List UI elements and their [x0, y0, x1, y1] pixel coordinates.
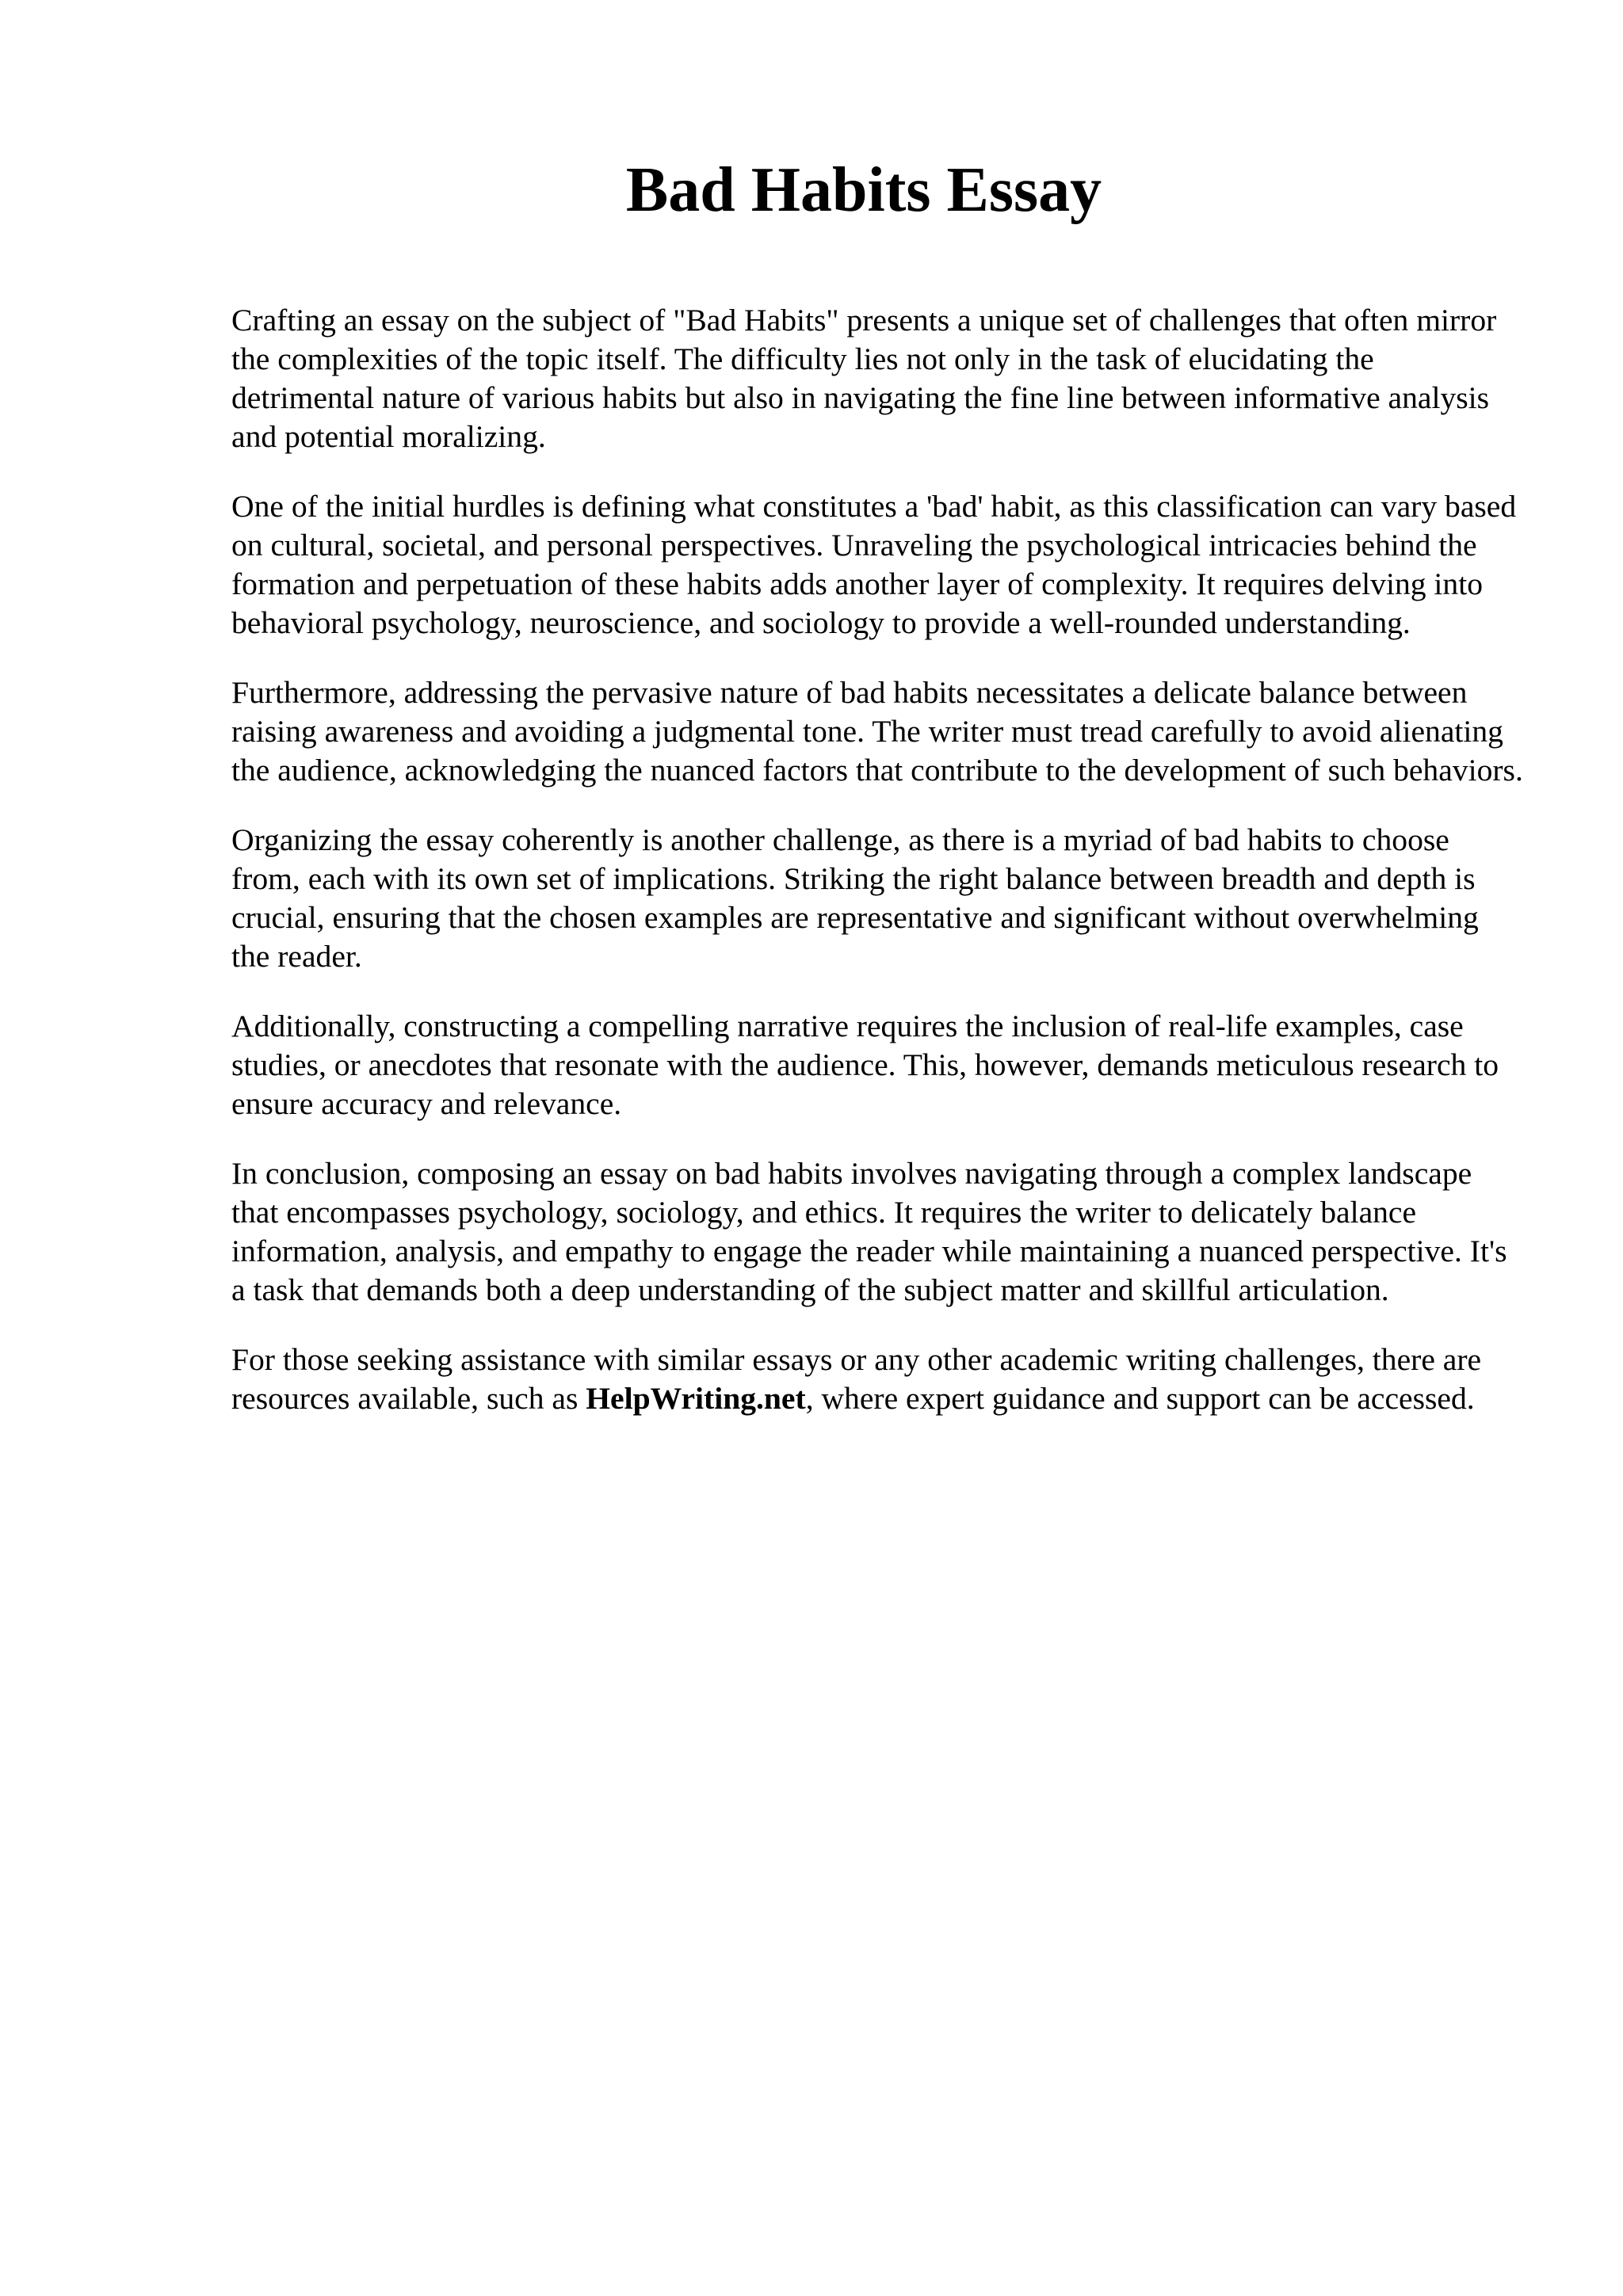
helpwriting-brand: HelpWriting.net — [586, 1381, 806, 1416]
page-title: Bad Habits Essay — [625, 155, 1102, 225]
closing-text-after: , where expert guidance and support can be accessed. — [805, 1381, 1475, 1416]
closing-paragraph — [231, 1341, 1523, 1418]
paragraph-2: One of the initial hurdles is defining what constitutes a 'bad' habit, as this classification can vary based on cultural, societal, and personal perspectives. Unraveling the psychological intricacies behind the formation and perpetuation of these habits adds another layer of complexity. It requires delving into behavioral psychology, neuroscience, and sociology to provide a well-rounded understanding. — [231, 489, 1517, 640]
paragraph-1: Crafting an essay on the subject of "Bad Habits" presents a unique set of challenges that often mirror the complexities of the topic itself. The difficulty lies not only in the task of elucidating the detrimental nature of various habits but also in navigating the fine line between informative analysis and potential moralizing. — [231, 303, 1497, 454]
paragraph-3: Furthermore, addressing the pervasive nature of bad habits necessitates a delicate balance between raising awareness and avoiding a judgmental tone. The writer must tread carefully to avoid alienating the audience, acknowledging the nuanced factors that contribute to the development of such behaviors. — [231, 675, 1523, 788]
closing-text-before: For those seeking assistance with similar essays or any other academic writing challenges, there are resources available, such as — [231, 1342, 1482, 1416]
paragraph-4: Organizing the essay coherently is another challenge, as there is a myriad of bad habits to choose from, each with its own set of implications. Striking the right balance between breadth and depth is crucial, ensuring that the chosen examples are representative and significant without overwhelming the reader. — [231, 822, 1479, 974]
paragraph-6: In conclusion, composing an essay on bad habits involves navigating through a complex landscape that encompasses psychology, sociology, and ethics. It requires the writer to delicately balance information, analysis, and empathy to engage the reader while maintaining a nuanced perspective. It's a task that demands both a deep understanding of the subject matter and skillful articulation. — [231, 1156, 1507, 1307]
paragraph-5: Additionally, constructing a compelling narrative requires the inclusion of real-life examples, case studies, or anecdotes that resonate with the audience. This, however, demands meticulous research to ensure accuracy and relevance. — [231, 1009, 1499, 1121]
essay-body — [231, 301, 1523, 1449]
